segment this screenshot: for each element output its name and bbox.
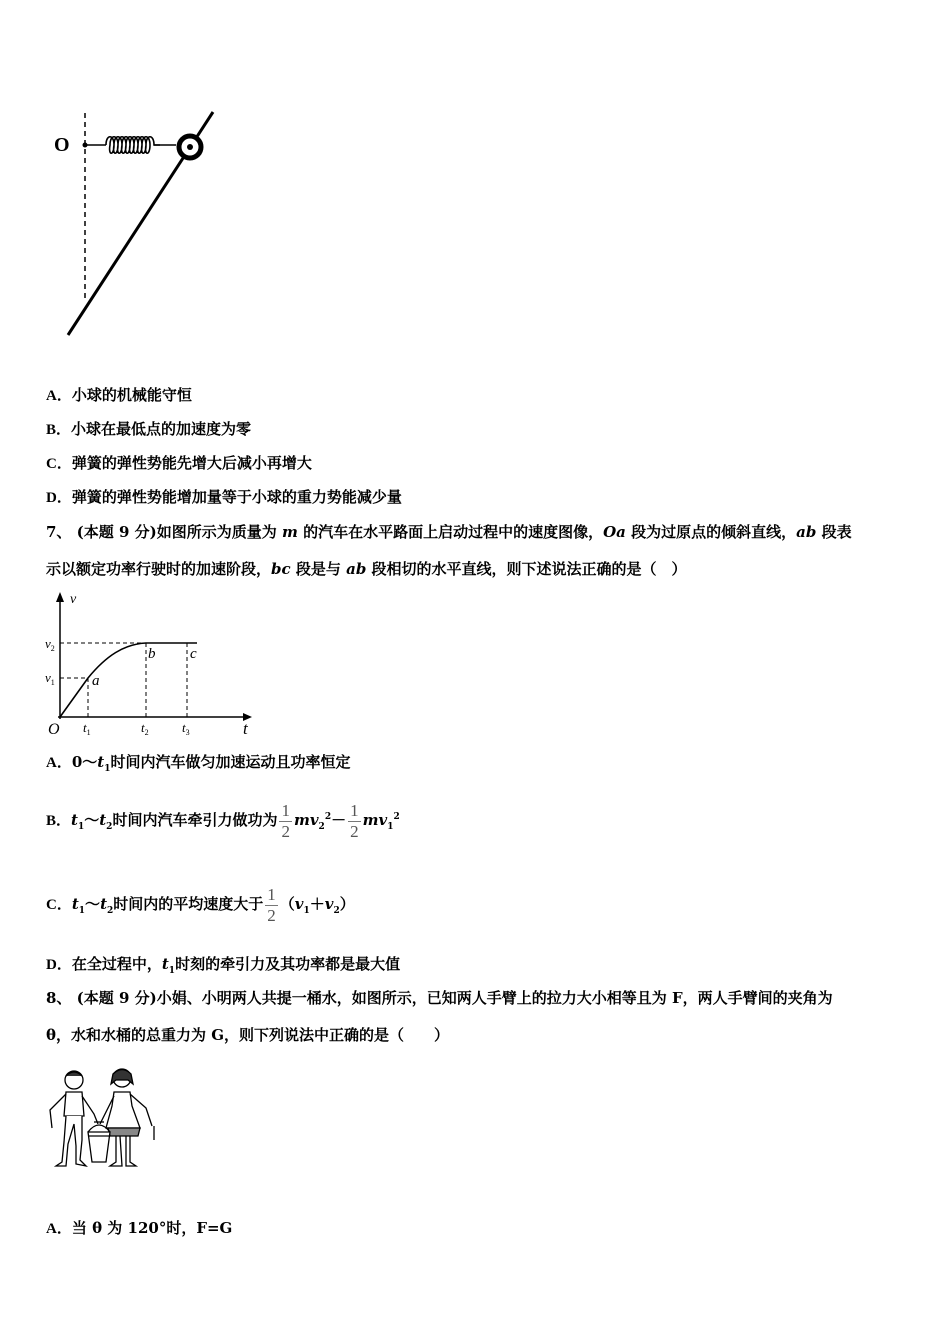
q7-stem-line1: 7、 (本题 9 分)如图所示为质量为 m 的汽车在水平路面上启动过程中的速度图像，Oa 段为过原点的倾斜直线，ab 段表 [46,523,852,541]
q8-number: 8、 [46,989,72,1007]
children-carrying-bucket-illustration [42,1066,160,1178]
q8-option-a: A．当 θ 为 120°时，F=G [46,1219,233,1237]
q6-option-c: C．弹簧的弹性势能先增大后减小再增大 [46,454,312,472]
point-o-label: O [54,134,70,156]
q7-stem-line2: 示以额定功率行驶时的加速阶段，bc 段是与 ab 段相切的水平直线，则下述说法正确的是（ ） [46,560,687,578]
spring-coil [106,137,160,154]
velocity-curve [60,643,197,717]
point-a-label: a [92,673,100,689]
q7-option-c: C．$t_1\sim t_2$时间内的平均速度大于 $\frac{1}{2}$ $(v_1+v_2)$ [46,884,355,925]
t2-label: $t_2$ [141,720,149,737]
t-axis-label: t [243,719,248,738]
q7-number: 7、 [46,523,72,541]
fraction-one-half: $\frac{1}{2}$ [281,800,290,841]
t3-label: $t_3$ [182,720,190,737]
fraction-one-half: $\frac{1}{2}$ [350,800,359,841]
q6-option-b: B．小球在最低点的加速度为零 [46,420,252,438]
v2-label: $v_2$ [45,636,55,653]
q6-option-a: A．小球的机械能守恒 [46,386,192,404]
velocity-time-graph [40,588,260,740]
fraction-one-half: $\frac{1}{2}$ [267,884,276,925]
v1-label: $v_1$ [45,670,55,687]
spring-rod-figure [48,105,228,345]
q7-option-a: A．$0\sim t_1$时间内汽车做匀加速运动且功率恒定 [46,753,351,774]
point-b-label: b [148,646,156,662]
q7-option-b: B．$t_1\sim t_2$时间内汽车牵引力做功为 $\frac{1}{2}$ $mv_2^2-$ $\frac{1}{2}$ $mv_1^2$ [46,800,400,841]
q7-option-d: D．在全过程中，$t_1$时刻的牵引力及其功率都是最大值 [46,955,401,976]
q6-option-d: D．弹簧的弹性势能增加量等于小球的重力势能减少量 [46,488,402,506]
t1-label: $t_1$ [83,720,91,737]
q8-stem-line2: θ，水和水桶的总重力为 G，则下列说法中正确的是（ ） [46,1026,450,1044]
q8-stem-line1: 8、 (本题 9 分)小娟、小明两人共提一桶水，如图所示，已知两人手臂上的拉力大小相等且为 F，两人手臂间的夹角为 [46,989,833,1007]
v-axis-label: v [70,592,77,607]
origin-label: O [48,721,60,738]
point-c-label: c [190,646,197,662]
